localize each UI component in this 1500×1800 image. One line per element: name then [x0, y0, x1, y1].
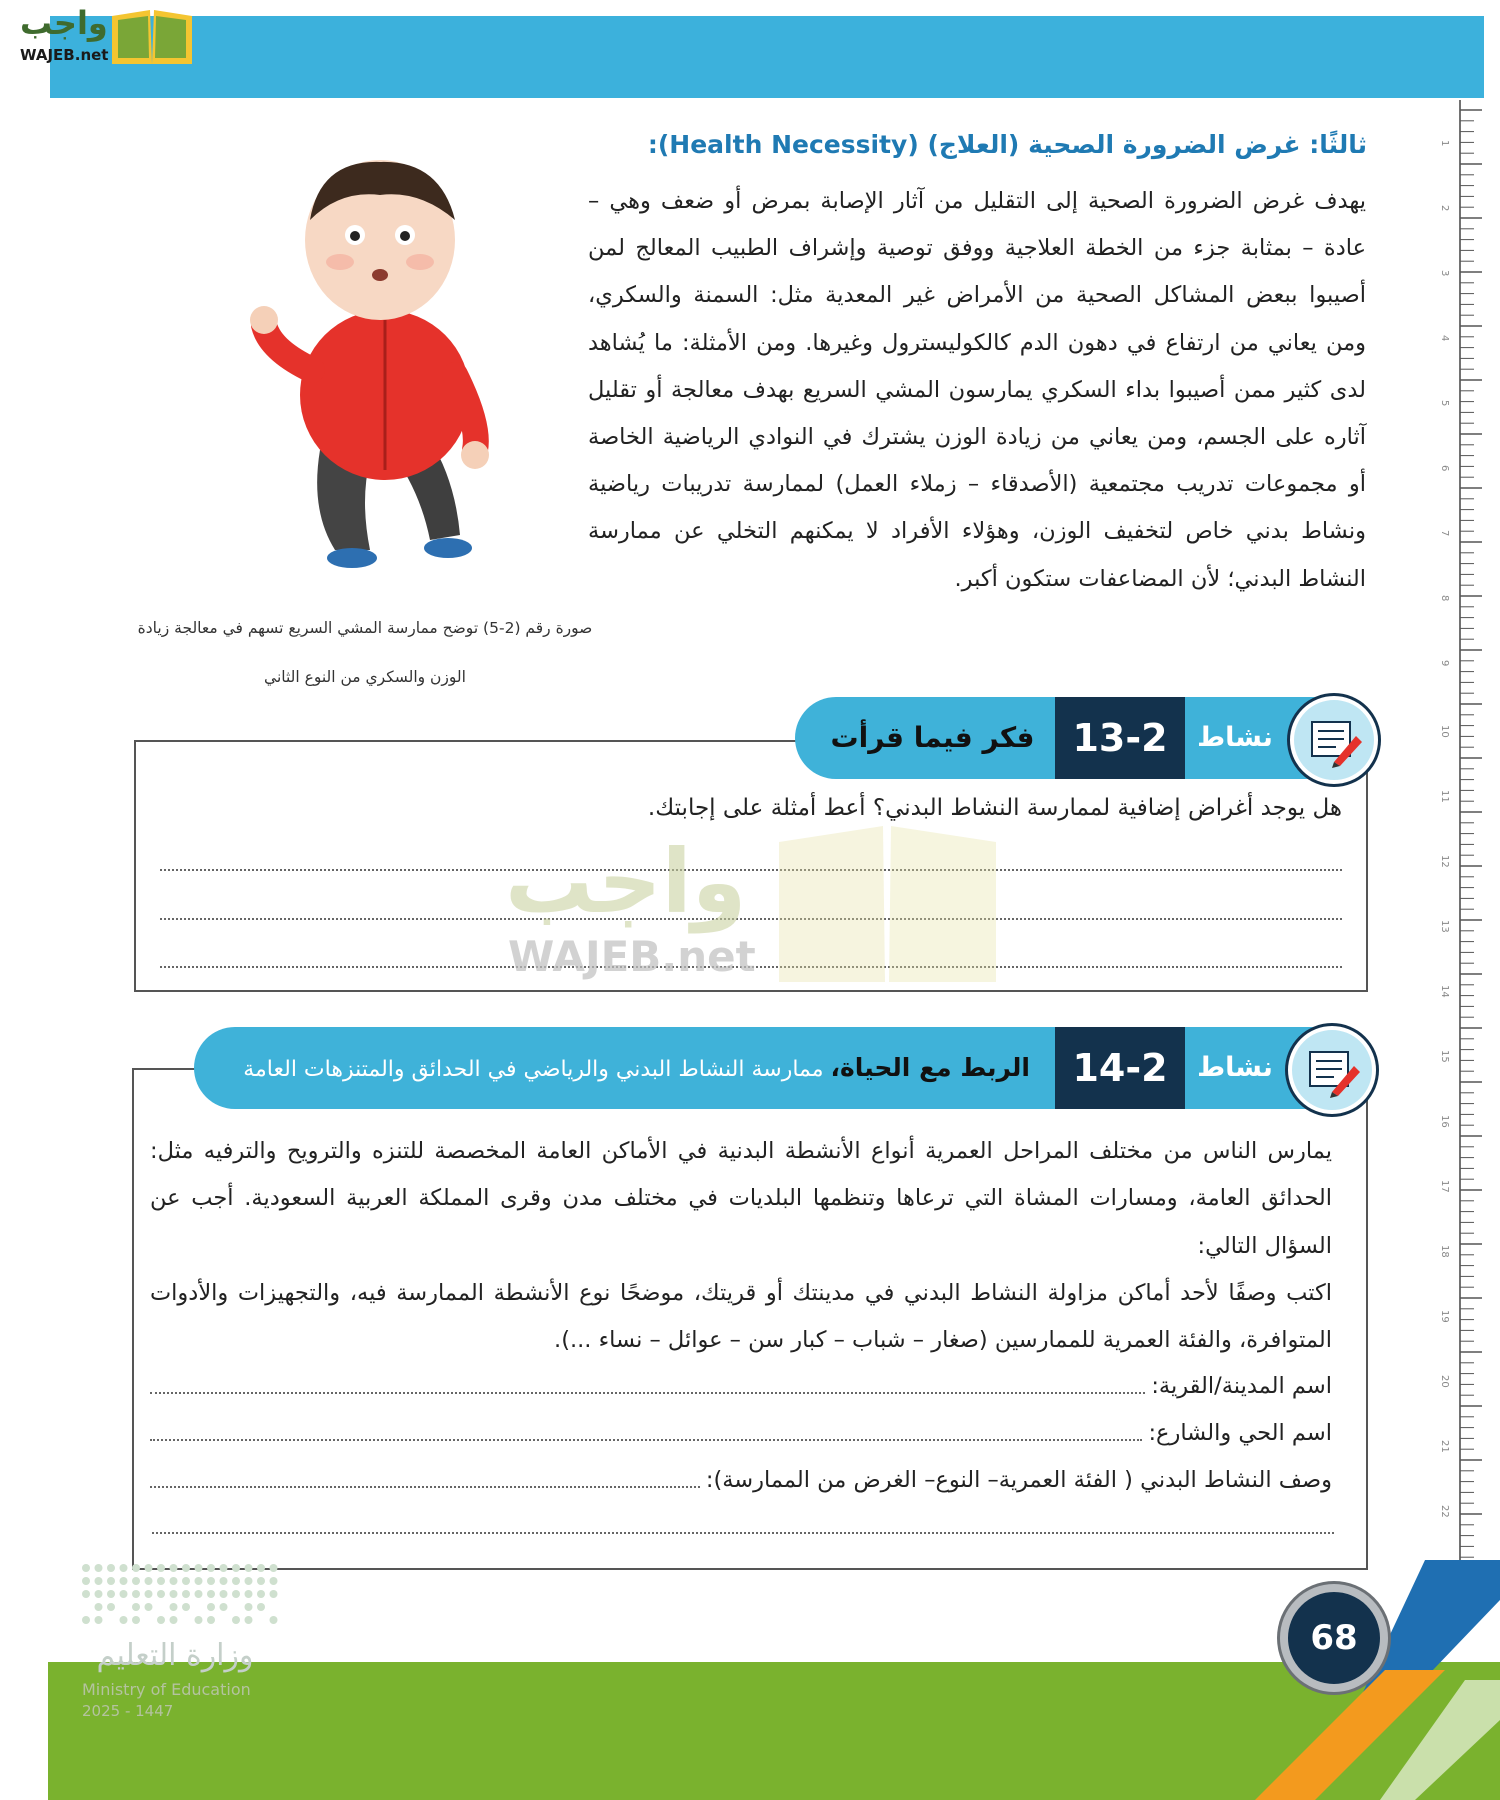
logo-dot — [257, 1603, 265, 1611]
ruler-label: 22 — [1439, 1505, 1450, 1518]
logo-dot — [120, 1590, 128, 1598]
logo-dot — [245, 1577, 253, 1585]
logo-dot — [257, 1590, 265, 1598]
ruler-label: 7 — [1439, 530, 1450, 537]
watermark-book-icon — [775, 822, 1000, 984]
logo-dot — [170, 1603, 178, 1611]
logo-dot — [132, 1603, 140, 1611]
logo-dot — [232, 1577, 240, 1585]
logo-dot — [232, 1616, 240, 1624]
page-number: 68 — [1280, 1584, 1388, 1692]
logo-dot — [132, 1590, 140, 1598]
ruler-label: 20 — [1439, 1375, 1450, 1388]
logo-dot — [245, 1564, 253, 1572]
logo-dot — [132, 1616, 140, 1624]
logo-dot — [220, 1603, 228, 1611]
ministry-name-english: Ministry of Education — [82, 1680, 251, 1699]
logo-dot — [270, 1577, 278, 1585]
logo-dot — [82, 1577, 90, 1585]
logo-dot — [170, 1590, 178, 1598]
ruler-label: 12 — [1439, 855, 1450, 868]
logo-dot — [120, 1616, 128, 1624]
field-city-row[interactable] — [150, 1368, 1332, 1404]
logo-dot — [132, 1564, 140, 1572]
logo-dot — [170, 1564, 178, 1572]
field-street-row[interactable] — [150, 1415, 1332, 1451]
activity-14-task: اكتب وصفًا لأحد أماكن مزاولة النشاط البدني في مدينتك أو قريتك، موضحًا نوع الأنشطة الممارسة فيه، والتجهيزات والأدوات المتوافرة، والفئة العمرية للممارسين (صغار – شباب – كبار سن – عوائل – نساء ...). — [150, 1279, 1332, 1354]
logo-dot — [182, 1577, 190, 1585]
ruler-label: 10 — [1439, 725, 1450, 738]
header-bar — [50, 16, 1484, 98]
logo-arabic: واجب — [20, 4, 108, 42]
answer-line[interactable] — [160, 869, 1342, 871]
ruler-label: 17 — [1439, 1180, 1450, 1193]
activity-14-intro: يمارس الناس من مختلف المراحل العمرية أنواع الأنشطة البدنية في الأماكن العامة المخصصة للتنزه والترويح والترفيه مثل: الحدائق العامة، ومسارات المشاة التي ترعاها وتنظمها البلديات في مختلف مدن وقرى المملكة العربية السعودية. أجب عن السؤال التالي: — [150, 1138, 1332, 1259]
ruler-label: 11 — [1439, 790, 1450, 803]
ruler-label: 5 — [1439, 400, 1450, 407]
logo-dot — [95, 1603, 103, 1611]
body-paragraph: يهدف غرض الضرورة الصحية إلى التقليل من آثار الإصابة بمرض أو ضعف وهي – عادة – بمثابة جزء من الخطة العلاجية ووفق توصية وإشراف الطبيب المعالج لمن أصيبوا ببعض المشاكل الصحية من الأمراض غير المعدية مثل: السمنة والسكري، ومن يعاني من ارتفاع في دهون الدم كالكوليسترول وغيرها. ومن الأمثلة: ما يُشاهد لدى كثير ممن أصيبوا بداء السكري يمارسون المشي السريع بهدف معالجة أو تقليل آثاره على الجسم، ومن يعاني من زيادة الوزن يشترك في النوادي الرياضية الخاصة أو مجموعات تدريب مجتمعية (الأصدقاء – زملاء العمل) لممارسة تدريبات رياضية ونشاط بدني خاص لتخفيف الوزن، وهؤلاء الأفراد لا يمكنهم التخلي عن ممارسة النشاط البدني؛ لأن المضاعفات ستكون أكبر. — [588, 188, 1366, 592]
activity-14-title-rest: ممارسة النشاط البدني والرياضي في الحدائق والمتنزهات العامة — [243, 1057, 831, 1082]
logo-dot — [257, 1564, 265, 1572]
field-city-line[interactable] — [150, 1392, 1145, 1394]
ministry-year: 2025 - 1447 — [82, 1702, 174, 1720]
logo-dot — [245, 1603, 253, 1611]
logo-dot — [207, 1564, 215, 1572]
field-street-label: اسم الحي والشارع: — [1148, 1420, 1332, 1446]
logo-dot — [270, 1590, 278, 1598]
logo-english: WAJEB.net — [20, 46, 109, 64]
logo-dot — [257, 1577, 265, 1585]
logo-dot — [95, 1564, 103, 1572]
logo-dot — [195, 1577, 203, 1585]
logo-dot — [245, 1616, 253, 1624]
logo-dot — [220, 1590, 228, 1598]
page-ruler — [1412, 100, 1482, 1570]
ministry-name-arabic: وزارة التعليم — [96, 1638, 254, 1673]
logo-dot — [182, 1590, 190, 1598]
logo-dot — [195, 1616, 203, 1624]
field-city-label: اسم المدينة/القرية: — [1151, 1373, 1332, 1399]
logo-dot — [145, 1577, 153, 1585]
logo-dot — [107, 1564, 115, 1572]
pencil-notes-icon — [1288, 1026, 1376, 1114]
logo-dot — [157, 1616, 165, 1624]
logo-dot — [220, 1577, 228, 1585]
ruler-label: 18 — [1439, 1245, 1450, 1258]
logo-dot — [232, 1590, 240, 1598]
pencil-notes-icon — [1290, 696, 1378, 784]
ruler-label: 14 — [1439, 985, 1450, 998]
ruler-label: 9 — [1439, 660, 1450, 667]
logo-dot — [107, 1577, 115, 1585]
logo-dot — [145, 1564, 153, 1572]
ruler-label: 16 — [1439, 1115, 1450, 1128]
ruler-label: 4 — [1439, 335, 1450, 342]
logo-dot — [145, 1603, 153, 1611]
logo-dot — [182, 1603, 190, 1611]
wajeb-logo[interactable] — [8, 4, 198, 74]
ruler-label: 3 — [1439, 270, 1450, 277]
logo-dot — [95, 1590, 103, 1598]
watermark-english: WAJEB.net — [508, 932, 756, 981]
logo-dot — [207, 1603, 215, 1611]
logo-dot — [95, 1577, 103, 1585]
logo-dot — [182, 1564, 190, 1572]
activity-14-number: 14-2 — [1055, 1027, 1185, 1109]
activity-13-number: 13-2 — [1055, 697, 1185, 779]
ruler-label: 13 — [1439, 920, 1450, 933]
logo-dot — [145, 1590, 153, 1598]
ruler-label: 6 — [1439, 465, 1450, 472]
logo-dot — [207, 1616, 215, 1624]
logo-dot — [120, 1577, 128, 1585]
section-title: ثالثًا: غرض الضرورة الصحية (العلاج) (Health Necessity): — [647, 130, 1367, 159]
answer-line[interactable] — [152, 1532, 1334, 1534]
watermark-arabic: واجب — [505, 830, 747, 933]
field-desc-row[interactable] — [150, 1462, 1332, 1498]
ruler-label: 19 — [1439, 1310, 1450, 1323]
logo-dot — [157, 1590, 165, 1598]
field-desc-label: وصف النشاط البدني ( الفئة العمرية– النوع– الغرض من الممارسة): — [705, 1467, 1332, 1493]
image-caption: صورة رقم (2-5) توضح ممارسة المشي السريع تسهم في معالجة زيادة الوزن والسكري من النوع الثاني — [137, 619, 593, 686]
logo-dot — [82, 1590, 90, 1598]
running-boy-illustration — [250, 150, 530, 570]
activity-13-title: فكر فيما قرأت — [830, 721, 1035, 754]
ruler-label: 2 — [1439, 205, 1450, 212]
logo-dot — [107, 1603, 115, 1611]
logo-dot — [270, 1564, 278, 1572]
book-icon — [108, 6, 196, 68]
logo-dot — [157, 1564, 165, 1572]
logo-dot — [120, 1564, 128, 1572]
logo-dot — [195, 1564, 203, 1572]
activity-14-label: نشاط — [1197, 1052, 1273, 1083]
logo-dot — [245, 1590, 253, 1598]
logo-dot — [132, 1577, 140, 1585]
activity-13-label: نشاط — [1197, 722, 1273, 753]
answer-line[interactable] — [160, 918, 1342, 920]
logo-dot — [107, 1590, 115, 1598]
logo-dot — [195, 1590, 203, 1598]
activity-14-title-bold: الربط مع الحياة، — [830, 1053, 1030, 1082]
logo-dot — [157, 1577, 165, 1585]
logo-dot — [170, 1616, 178, 1624]
ruler-label: 1 — [1439, 140, 1450, 147]
activity-14-title — [222, 1027, 1030, 1109]
logo-dot — [207, 1577, 215, 1585]
activity-14-text — [150, 1128, 1332, 1364]
field-street-line[interactable] — [150, 1439, 1142, 1441]
field-desc-line[interactable] — [150, 1486, 700, 1488]
logo-dot — [220, 1564, 228, 1572]
ruler-label: 15 — [1439, 1050, 1450, 1063]
logo-dot — [95, 1616, 103, 1624]
logo-dot — [82, 1616, 90, 1624]
logo-dot — [207, 1590, 215, 1598]
logo-dot — [232, 1564, 240, 1572]
logo-dot — [170, 1577, 178, 1585]
logo-dot — [82, 1564, 90, 1572]
ruler-label: 21 — [1439, 1440, 1450, 1453]
ruler-label: 8 — [1439, 595, 1450, 602]
activity-13-question: هل يوجد أغراض إضافية لممارسة النشاط البدني؟ أعط أمثلة على إجابتك. — [647, 795, 1342, 821]
logo-dot — [270, 1616, 278, 1624]
